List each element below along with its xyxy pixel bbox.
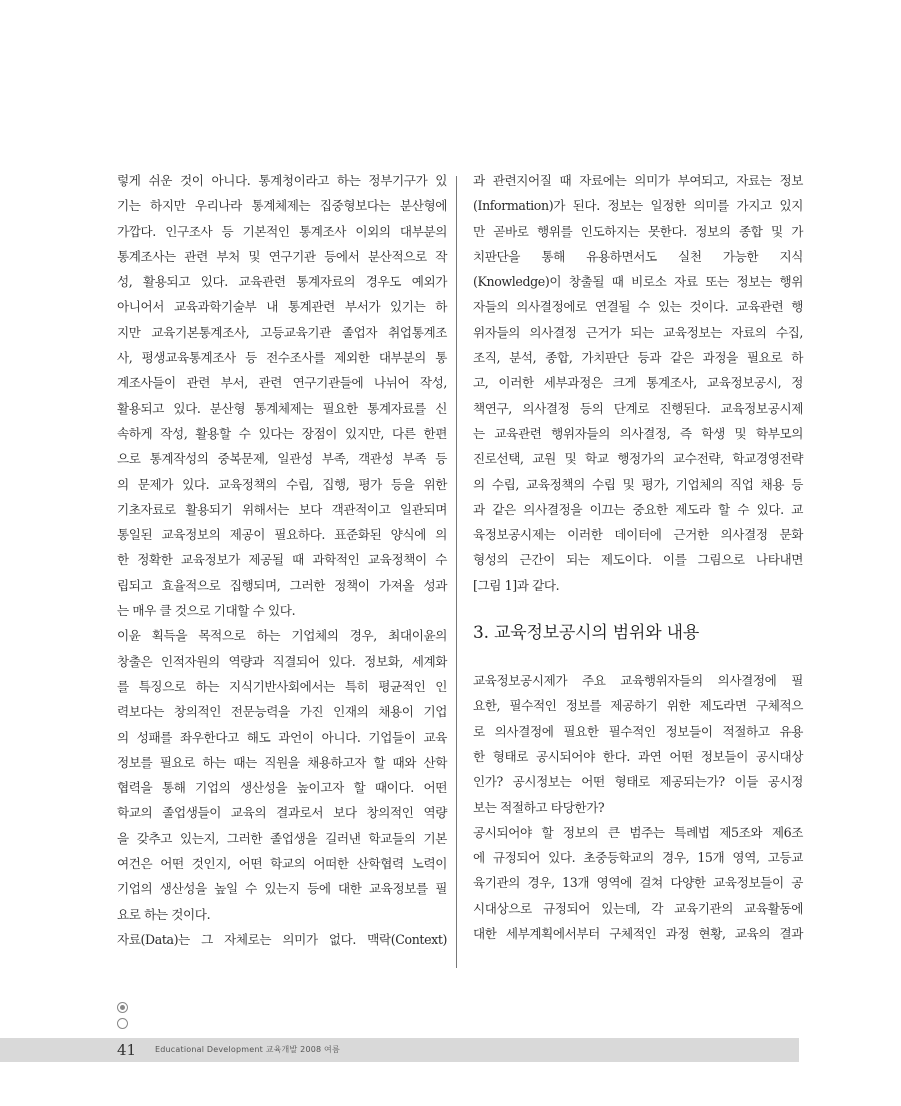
page-number: 41 (117, 1041, 137, 1059)
text-line: 활용되고 있다. 분산형 통계체제는 필요한 통계자료를 신 (117, 400, 447, 416)
text-line: 과 같은 의사결정을 이끄는 중요한 제도라 할 수 있다. 교 (473, 501, 803, 517)
text-line: 의 수립, 교육정책의 수립 및 평가, 기업체의 직업 채용 등 (473, 476, 803, 492)
text-line: [그림 1]과 같다. (473, 577, 560, 593)
text-line: 교육정보공시제가 주요 교육행위자들의 의사결정에 필 (473, 673, 803, 689)
text-line: 대한 세부계획에서부터 구체적인 과정 현황, 교육의 결과 (473, 926, 803, 942)
page-marks (117, 1002, 129, 1034)
text-line: 의 문제가 있다. 교육정책의 수립, 집행, 평가 등을 위한 (117, 476, 447, 492)
text-line: 육정보공시제는 이러한 데이터에 근거한 의사결정 문화 (473, 527, 803, 543)
open-circle-icon (117, 1018, 128, 1029)
text-line: 한 정확한 교육정보가 제공될 때 과학적인 교육정책이 수 (117, 552, 447, 568)
text-line: 만 곧바로 행위를 인도하지는 못한다. 정보의 종합 및 가 (473, 223, 803, 239)
text-line: 육기관의 경우, 13개 영역에 걸쳐 다양한 교육정보들이 공 (473, 875, 803, 891)
text-line: 형성의 근간이 되는 제도이다. 이를 그림으로 나타내면 (473, 552, 803, 568)
text-line: 치판단을 통해 유용하면서도 실천 가능한 지식 (473, 248, 803, 264)
text-line: 는 교육관련 행위자들의 의사결정, 즉 학생 및 학부모의 (473, 425, 803, 441)
text-line: 한 형태로 공시되어야 한다. 과연 어떤 정보들이 공시대상 (473, 748, 803, 764)
text-line: 자들의 의사결정에로 연결될 수 있는 것이다. 교육관련 행 (473, 299, 803, 315)
text-line: 위자들의 의사결정 근거가 되는 교육정보는 자료의 수집, (473, 324, 803, 340)
text-line: 진로선택, 교원 및 학교 행정가의 교수전략, 학교경영전략 (473, 451, 803, 467)
text-line: 기는 하지만 우리나라 통계체제는 집중형보다는 분산형에 (117, 198, 447, 214)
text-line: 에 규정되어 있다. 초중등학교의 경우, 15개 영역, 고등교 (473, 850, 803, 866)
text-line: 시대상으로 규정되어 있는데, 각 교육기관의 교육활동에 (473, 900, 803, 916)
column-divider (456, 176, 457, 968)
text-line: 을 갖추고 있는지, 그러한 졸업생을 길러낸 학교들의 기본 (117, 830, 447, 846)
text-line: 통일된 교육정보의 제공이 필요하다. 표준화된 양식에 의 (117, 527, 447, 543)
text-line: 학교의 졸업생들이 교육의 결과로서 보다 창의적인 역량 (117, 805, 447, 821)
text-line: 과 관련지어질 때 자료에는 의미가 부여되고, 자료는 정보 (473, 173, 803, 188)
text-line: 력보다는 창의적인 전문능력을 가진 인재의 채용이 기업 (117, 704, 447, 720)
text-line: 자료(Data)는 그 자체로는 의미가 없다. 맥락(Context) (117, 931, 447, 947)
left-column (117, 168, 447, 952)
text-line: 정보를 필요로 하는 때는 직원을 채용하고자 할 때와 산학 (117, 754, 447, 770)
text-line: 속하게 작성, 활용할 수 있다는 장점이 있지만, 다른 한편 (117, 425, 447, 441)
text-line: 공시되어야 할 정보의 큰 범주는 특례법 제5조와 제6조 (473, 824, 803, 840)
text-line: 립되고 효율적으로 집행되며, 그러한 정책이 가져올 성과 (117, 577, 447, 593)
text-line: 는 매우 클 것으로 기대할 수 있다. (117, 603, 296, 619)
text-line: 협력을 통해 기업의 생산성을 높이고자 할 때이다. 어떤 (117, 780, 447, 796)
text-line: 통계조사는 관련 부처 및 연구기관 등에서 분산적으로 작 (117, 248, 447, 264)
text-line: 렇게 쉬운 것이 아니다. 통계청이라고 하는 정부기구가 있 (117, 173, 447, 188)
filled-circle-icon (117, 1002, 128, 1013)
text-line: 사, 평생교육통계조사 등 전수조사를 제외한 대부분의 통 (117, 350, 447, 366)
text-line: 요한, 필수적인 정보를 제공하기 위한 제도라면 구체적으 (473, 698, 803, 714)
text-line: 의 성패를 좌우한다고 해도 과언이 아니다. 기업들이 교육 (117, 729, 447, 745)
right-column (473, 168, 803, 946)
text-line: 책연구, 의사결정 등의 단계로 진행된다. 교육정보공시제 (473, 400, 803, 416)
text-line: 조직, 분석, 종합, 가치판단 등과 같은 과정을 필요로 하 (473, 350, 803, 366)
text-line: 성, 활용되고 있다. 교육관련 통계자료의 경우도 예외가 (117, 274, 447, 290)
text-line: 기업의 생산성을 높일 수 있는지 등에 대한 교육정보를 필 (117, 881, 447, 897)
text-line: 아니어서 교육과학기술부 내 통계관련 부서가 있기는 하 (117, 299, 447, 315)
text-line: 기초자료로 활용되기 위해서는 보다 객관적이고 일관되며 (117, 501, 447, 517)
text-line: 가깝다. 인구조사 등 기본적인 통계조사 이외의 대부분의 (117, 223, 447, 239)
text-line: 보는 적절하고 타당한가? (473, 799, 605, 815)
text-line: (Information)가 된다. 정보는 일정한 의미를 가지고 있지 (473, 198, 803, 214)
text-line: 요로 하는 것이다. (117, 906, 211, 922)
text-line: 으로 통계작성의 중복문제, 일관성 부족, 객관성 부족 등 (117, 451, 447, 467)
section-heading: 3. 교육정보공시의 범위와 내용 (473, 623, 700, 644)
text-line: 이윤 획득을 목적으로 하는 기업체의 경우, 최대이윤의 (117, 628, 447, 644)
text-line: 를 특징으로 하는 지식기반사회에서는 특히 평균적인 인 (117, 678, 447, 694)
text-line: 인가? 공시정보는 어떤 형태로 제공되는가? 이들 공시정 (473, 774, 803, 790)
text-line: 계조사들이 관련 부서, 관련 연구기관들에 나뉘어 작성, (117, 375, 447, 391)
text-line: (Knowledge)이 창출될 때 비로소 자료 또는 정보는 행위 (473, 274, 803, 290)
text-line: 여건은 어떤 것인지, 어떤 학교의 어떠한 산학협력 노력이 (117, 856, 447, 872)
text-line: 로 의사결정에 필요한 필수적인 정보들이 적절하고 유용 (473, 723, 803, 739)
text-line: 고, 이러한 세부과정은 크게 통계조사, 교육정보공시, 정 (473, 375, 803, 391)
footer-publication: Educational Development 교육개발 2008 여름 (155, 1045, 340, 1054)
text-line: 지만 교육기본통계조사, 고등교육기관 졸업자 취업통계조 (117, 324, 447, 340)
text-line: 창출은 인적자원의 역량과 직결되어 있다. 정보화, 세계화 (117, 653, 447, 669)
